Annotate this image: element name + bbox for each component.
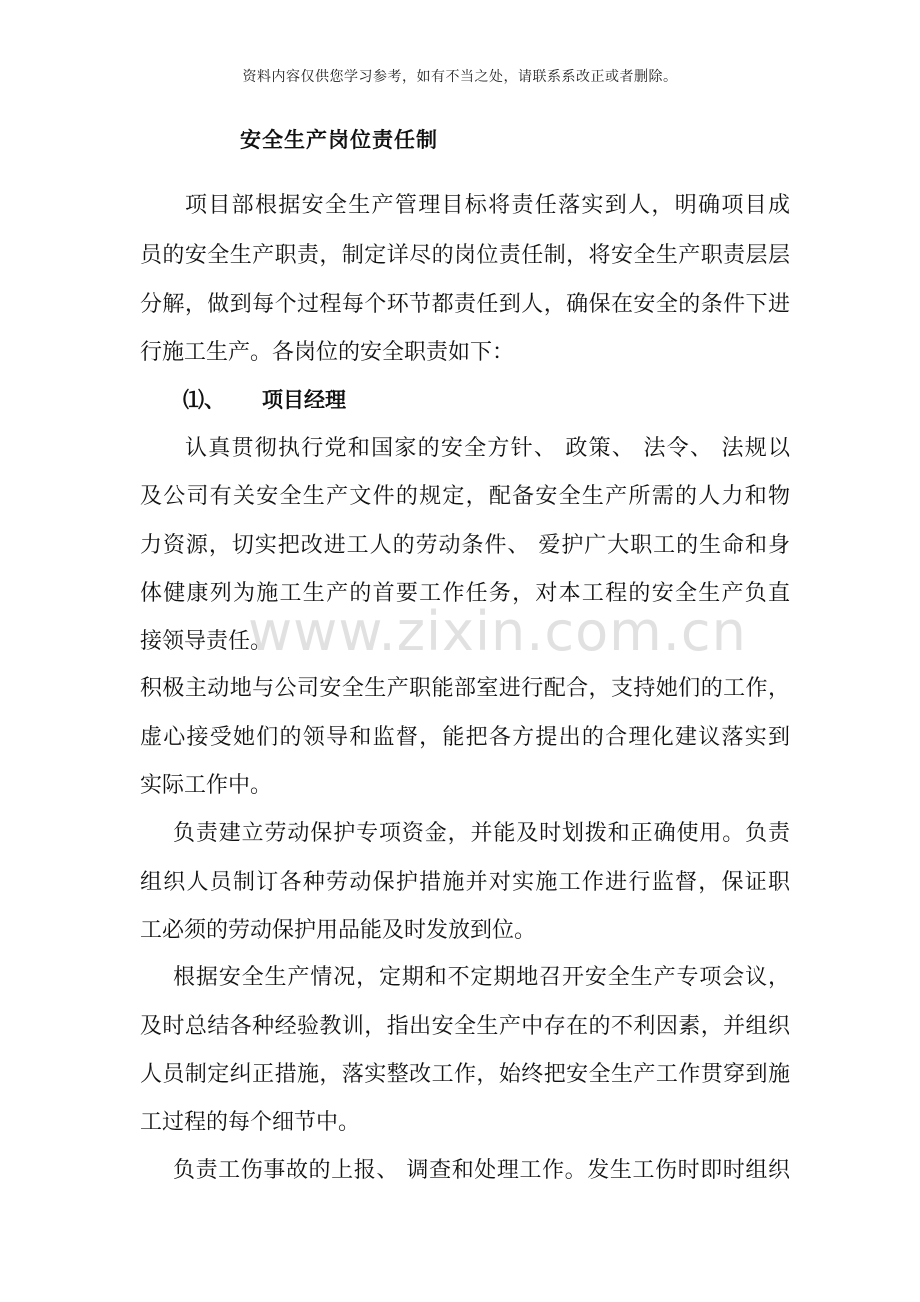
paragraph-line: 实际工作中。 <box>140 773 273 798</box>
paragraph-line: 组织人员制订各种劳动保护措施并对实施工作进行监督，保证职 <box>140 870 790 895</box>
paragraph-line: 及时总结各种经验教训，指出安全生产中存在的不利因素，并组织 <box>140 1014 790 1039</box>
intro-line: 行施工生产。各岗位的安全职责如下： <box>140 340 515 365</box>
paragraph-line: 工过程的每个细节中。 <box>140 1110 361 1135</box>
intro-line: 项目部根据安全生产管理目标将责任落实到人，明确项目成 <box>185 193 790 218</box>
intro-line: 员的安全生产职责，制定详尽的岗位责任制，将安全生产职责层层 <box>140 243 790 268</box>
paragraph-line: 负责工伤事故的上报、 调查和处理工作。发生工伤时即时组织 <box>173 1158 790 1183</box>
intro-line: 分解，做到每个过程每个环节都责任到人，确保在安全的条件下进 <box>140 292 790 317</box>
paragraph-line: 工必须的劳动保护用品能及时发放到位。 <box>140 918 537 943</box>
paragraph-line: 体健康列为施工生产的首要工作任务，对本工程的安全生产负直 <box>140 581 790 606</box>
paragraph-line: 及公司有关安全生产文件的规定，配备安全生产所需的人力和物 <box>140 484 790 509</box>
header-note: 资料内容仅供您学习参考，如有不当之处，请联系系改正或者删除。 <box>242 69 678 85</box>
paragraph-line: 负责建立劳动保护专项资金，并能及时划拨和正确使用。负责 <box>173 821 790 846</box>
paragraph-line: 认真贯彻执行党和国家的安全方针、 政策、 法令、 法规以 <box>185 436 790 461</box>
paragraph-line: 力资源，切实把改进工人的劳动条件、 爱护广大职工的生命和身 <box>140 533 790 558</box>
paragraph-line: 积极主动地与公司安全生产职能部室进行配合，支持她们的工作， <box>140 676 790 701</box>
paragraph-line: 虚心接受她们的领导和监督，能把各方提出的合理化建议落实到 <box>140 725 790 750</box>
section-number: ⑴、 <box>183 388 225 412</box>
document-title: 安全生产岗位责任制 <box>240 128 438 152</box>
section-label: 项目经理 <box>262 388 346 412</box>
paragraph-line: 接领导责任。 <box>140 629 273 654</box>
section-heading <box>183 384 346 416</box>
paragraph-line: 人员制定纠正措施，落实整改工作，始终把安全生产工作贯穿到施 <box>140 1062 790 1087</box>
paragraph-line: 根据安全生产情况，定期和不定期地召开安全生产专项会议， <box>173 965 790 990</box>
watermark: www.zixin.com.cn <box>248 600 747 663</box>
